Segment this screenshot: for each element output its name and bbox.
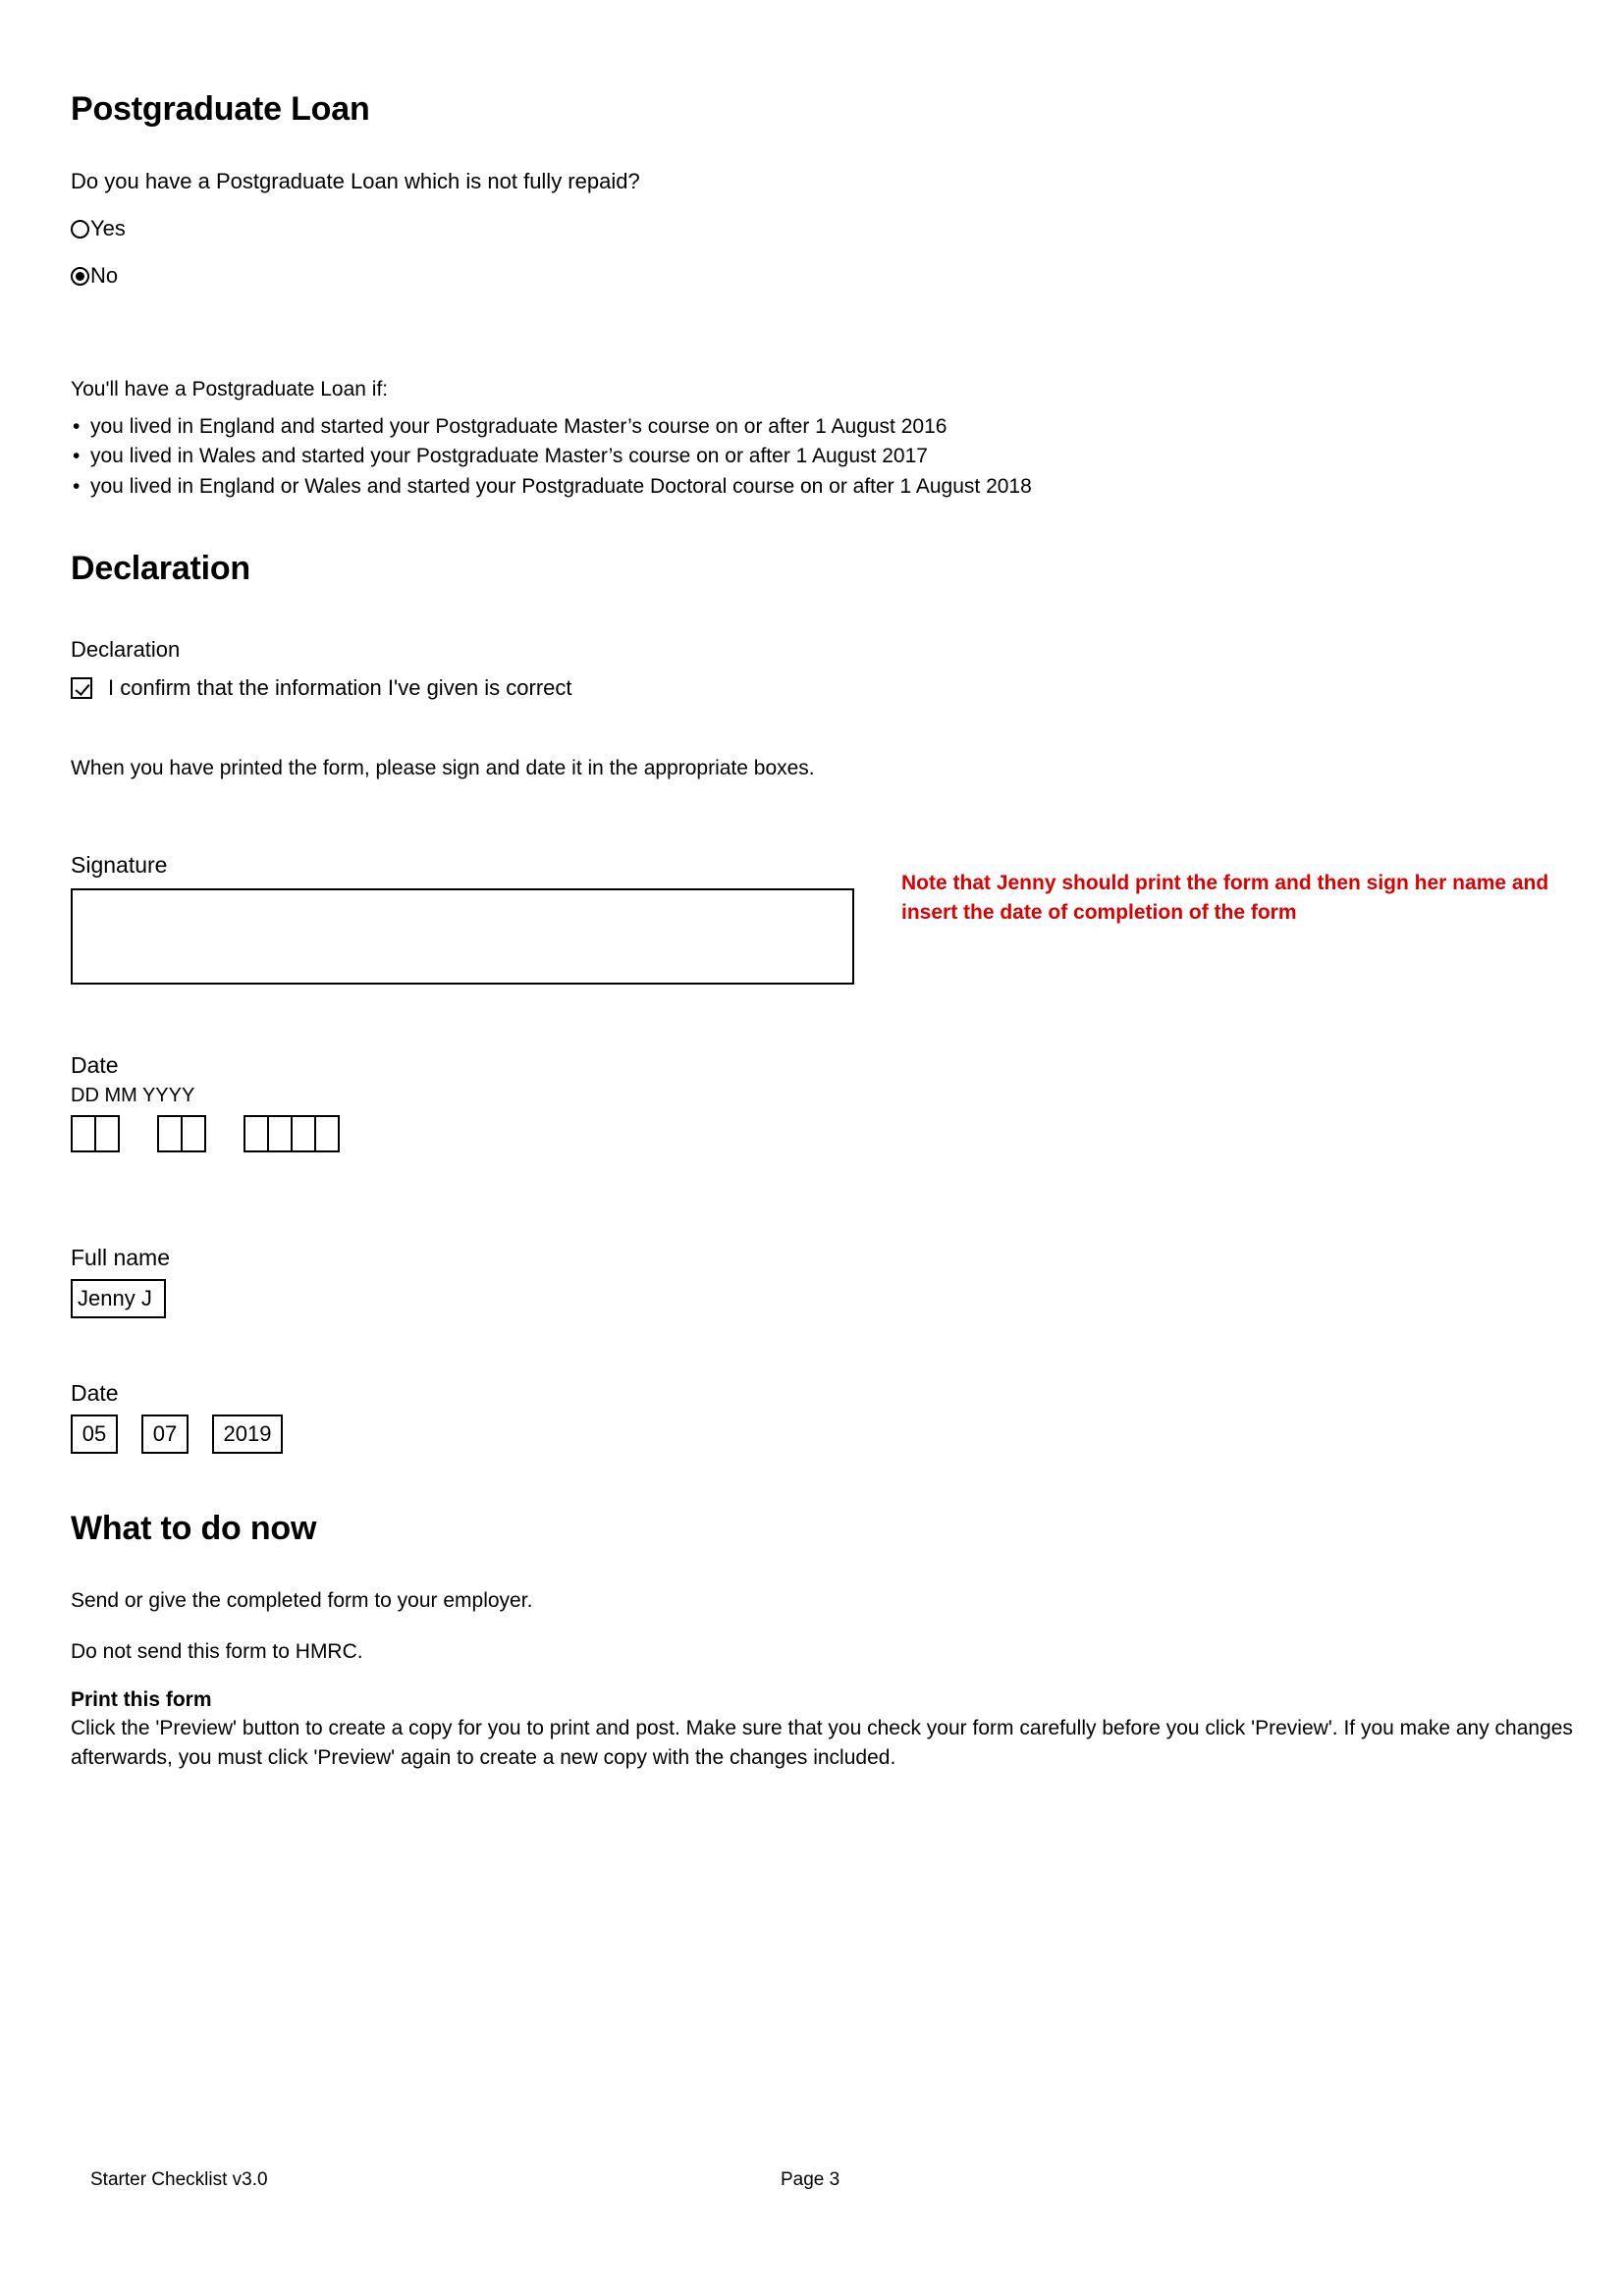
what-to-do-now-heading: What to do now bbox=[71, 1510, 317, 1547]
radio-option-no[interactable] bbox=[71, 261, 1553, 291]
radio-unchecked-icon[interactable] bbox=[71, 220, 89, 239]
date-cell[interactable] bbox=[157, 1115, 183, 1152]
date-field-empty bbox=[71, 1052, 1553, 1152]
radio-label-yes: Yes bbox=[90, 216, 126, 240]
full-name-input[interactable]: Jenny J bbox=[71, 1279, 166, 1318]
filled-date-label: Date bbox=[71, 1380, 119, 1406]
radio-label-no: No bbox=[90, 263, 119, 288]
radio-option-yes[interactable] bbox=[71, 214, 1553, 243]
what-to-do-now-line1: Send or give the completed form to your employer. bbox=[71, 1589, 533, 1612]
declaration-sub-heading: Declaration bbox=[71, 637, 181, 662]
filled-date-field bbox=[71, 1380, 1553, 1454]
date-cell[interactable] bbox=[181, 1115, 206, 1152]
declaration-heading: Declaration bbox=[71, 550, 250, 587]
confirm-label: I confirm that the information I've given is correct bbox=[108, 675, 572, 700]
date-group-mm[interactable] bbox=[157, 1115, 206, 1152]
print-this-form-body: Click the 'Preview' button to create a copy for you to print and post. Make sure that you check your form carefully before you click 'Preview'. If you make any changes afterwards, you must click 'Preview' again to create a new copy with the changes included. bbox=[71, 1717, 1573, 1769]
postgraduate-loan-question bbox=[71, 169, 1553, 194]
date-cell[interactable] bbox=[314, 1115, 340, 1152]
postgraduate-loan-radio-group[interactable] bbox=[71, 214, 1553, 291]
question-text: Do you have a Postgraduate Loan which is not fully repaid? bbox=[71, 169, 640, 193]
list-item: • you lived in England and started your Postgraduate Master’s course on or after 1 August 2016 bbox=[71, 412, 1553, 442]
print-this-form-heading: Print this form bbox=[71, 1688, 212, 1711]
annotation-note: Note that Jenny should print the form and then sign her name and insert the date of completion of the form bbox=[901, 872, 1549, 925]
print-note-wrap bbox=[71, 754, 1553, 783]
date-cell[interactable] bbox=[244, 1115, 269, 1152]
filled-date-month-input[interactable]: 07 bbox=[141, 1415, 189, 1454]
footer-left-text: Starter Checklist v3.0 bbox=[90, 2169, 268, 2190]
declaration-section bbox=[71, 550, 1553, 588]
page-title: Postgraduate Loan bbox=[71, 90, 370, 128]
date-cell[interactable] bbox=[291, 1115, 316, 1152]
signature-label: Signature bbox=[71, 852, 168, 878]
list-item: • you lived in England or Wales and started your Postgraduate Doctoral course on or after 1 August 2018 bbox=[71, 472, 1553, 502]
declaration-sub-heading-wrap bbox=[71, 634, 1553, 665]
date-group-dd[interactable] bbox=[71, 1115, 120, 1152]
help-intro: You'll have a Postgraduate Loan if: bbox=[71, 378, 389, 400]
full-name-field bbox=[71, 1245, 1553, 1318]
date-cell[interactable] bbox=[94, 1115, 120, 1152]
checkbox-checked-icon[interactable] bbox=[71, 677, 92, 699]
radio-checked-icon[interactable] bbox=[71, 267, 89, 286]
list-item: • you lived in Wales and started your Postgraduate Master’s course on or after 1 August 2017 bbox=[71, 442, 1553, 471]
filled-date-day-input[interactable]: 05 bbox=[71, 1415, 118, 1454]
date-cell[interactable] bbox=[267, 1115, 293, 1152]
full-name-label: Full name bbox=[71, 1245, 170, 1270]
what-to-do-now-line2-wrap bbox=[71, 1637, 1553, 1667]
filled-date-year-input[interactable]: 2019 bbox=[212, 1415, 283, 1454]
date-label: Date bbox=[71, 1052, 119, 1078]
date-cell-groups[interactable] bbox=[71, 1115, 1553, 1152]
confirm-checkbox-row[interactable] bbox=[71, 675, 1553, 701]
filled-date-row[interactable] bbox=[71, 1415, 1553, 1454]
date-group-yyyy[interactable] bbox=[244, 1115, 340, 1152]
signature-input[interactable] bbox=[71, 888, 854, 985]
what-to-do-now-line1-wrap bbox=[71, 1586, 1553, 1616]
help-bullet-list bbox=[71, 412, 1553, 502]
what-to-do-now-section bbox=[71, 1510, 1553, 1548]
date-format-hint: DD MM YYYY bbox=[71, 1085, 195, 1106]
postgraduate-loan-section bbox=[71, 90, 1553, 129]
date-cell[interactable] bbox=[71, 1115, 96, 1152]
print-note: When you have printed the form, please sign and date it in the appropriate boxes. bbox=[71, 757, 815, 779]
what-to-do-now-line2: Do not send this form to HMRC. bbox=[71, 1640, 363, 1663]
declaration-confirm-row[interactable] bbox=[71, 675, 1553, 701]
print-this-form-block bbox=[71, 1688, 1573, 1773]
footer-page-number: Page 3 bbox=[781, 2169, 840, 2190]
postgraduate-loan-help bbox=[71, 375, 1553, 502]
